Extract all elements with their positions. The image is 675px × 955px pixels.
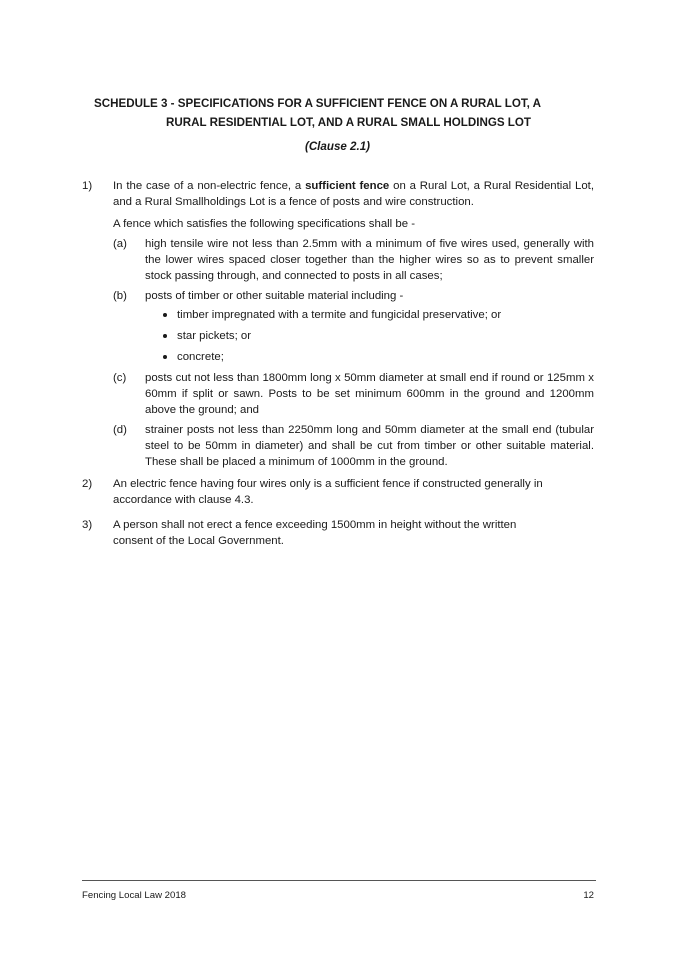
item-1-intro: A fence which satisfies the following specifications shall be -	[113, 218, 416, 230]
sub-item-label: (a)	[113, 238, 127, 250]
item-1-text	[113, 178, 594, 210]
item-1-text-post: on a Rural Lot, a Rural Residential Lot, and a Rural Smallholdings Lot is a fence of posts and wire construction.	[113, 180, 594, 208]
schedule-heading-line1: SCHEDULE 3 - SPECIFICATIONS FOR A SUFFICIENT FENCE ON A RURAL LOT, A	[94, 97, 542, 110]
schedule-heading-line2: RURAL RESIDENTIAL LOT, AND A RURAL SMALL HOLDINGS LOT	[166, 116, 531, 129]
sub-item-d	[82, 422, 594, 470]
item-number: 3)	[82, 519, 93, 531]
clause-reference-text: (Clause 2.1)	[304, 140, 371, 153]
sub-item-a	[82, 236, 594, 284]
sub-item-label: (c)	[113, 372, 127, 384]
item-1-text-pre: In the case of a non-electric fence, a	[113, 180, 306, 192]
clause-reference	[0, 139, 675, 155]
item-number: 1)	[82, 180, 93, 192]
sub-item-c	[82, 370, 594, 418]
bullet-item: timber impregnated with a termite and fungicidal preservative; or	[177, 307, 594, 323]
sub-item-text: strainer posts not less than 2250mm long and 50mm diameter at the small end (tubular steel to be 50mm in diameter) and shall be cut from timber or other suitable material. These shall be placed a minimum of 1000mm in the ground.	[145, 424, 594, 468]
item-number: 2)	[82, 478, 93, 490]
bullet-item: concrete;	[177, 349, 594, 365]
bullet-list	[82, 307, 594, 365]
sub-item-text: posts of timber or other suitable material including -	[145, 290, 404, 302]
footer-title: Fencing Local Law 2018	[82, 890, 187, 901]
list-item-3	[82, 517, 594, 549]
sub-item-label: (b)	[113, 290, 127, 302]
sub-item-text: high tensile wire not less than 2.5mm with a minimum of five wires used, generally with the lower wires spaced closer together than the higher wires so as to prevent smaller stock passing through, and connected to posts in all cases;	[145, 238, 594, 282]
sub-item-text: posts cut not less than 1800mm long x 50mm diameter at small end if round or 125mm x 60mm if split or sawn. Posts to be set minimum 600mm in the ground and 1200mm above the ground; and	[145, 372, 594, 416]
page-number: 12	[583, 890, 594, 901]
bullet-item: star pickets; or	[177, 328, 594, 344]
sub-item-label: (d)	[113, 424, 127, 436]
sufficient-fence-term: sufficient fence	[305, 180, 390, 192]
list-item-2	[82, 476, 594, 508]
document-body	[82, 178, 594, 549]
schedule-heading	[94, 94, 594, 132]
item-2-text: An electric fence having four wires only is a sufficient fence if constructed generally in accordance with clause 4.3.	[113, 478, 543, 506]
footer-divider	[82, 880, 596, 881]
sub-item-b	[82, 288, 594, 304]
item-3-text: A person shall not erect a fence exceeding 1500mm in height without the written consent of the Local Government.	[113, 519, 517, 547]
list-item-1	[82, 178, 594, 232]
